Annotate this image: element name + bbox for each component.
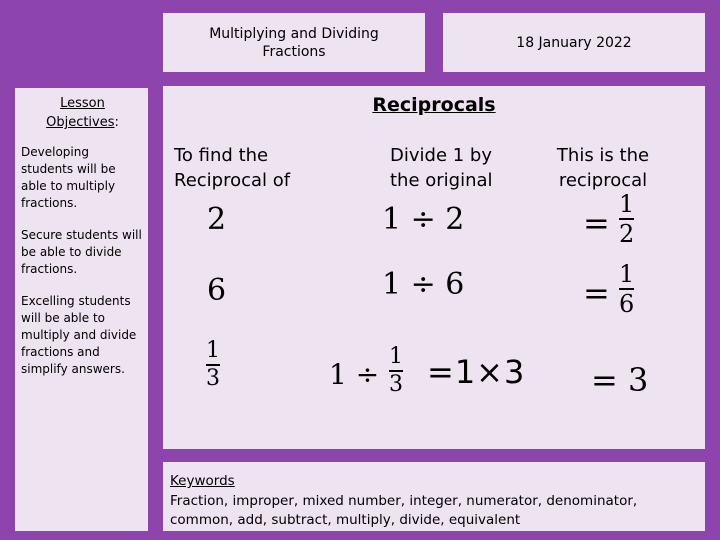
row3-division-denominator: 3 [389,372,403,397]
column-header-original-line2: Reciprocal of [174,170,291,191]
row3-division-prefix: 1 ÷ [329,358,380,391]
column-header-divide-line1: Divide 1 by [390,145,492,166]
row2-result-equals: = [583,274,610,312]
lesson-title-line2: Fractions [262,43,326,60]
keywords-title: Keywords [170,473,235,489]
column-header-reciprocal [543,143,663,193]
row3-value-fraction [206,338,220,392]
keywords-list: Fraction, improper, mixed number, integer, numerator, denominator, common, add, subtract, multiply, divide, equivalent [170,492,638,528]
row1-result-numerator: 1 [619,190,635,218]
row3-equals-expression: =1×3 [427,353,526,391]
date-box [443,13,705,72]
column-header-divide-line2: the original [390,170,493,191]
objectives-title: Lesson Objectives: [21,94,144,132]
reciprocals-heading: Reciprocals [372,94,496,116]
objective-excelling: Excelling students will be able to multiply and divide fractions and simplify answers. [21,294,137,376]
reciprocals-panel [163,86,705,449]
lesson-date: 18 January 2022 [516,34,632,51]
column-header-reciprocal-line1: This is the [556,145,650,166]
objectives-panel [15,88,148,531]
column-header-original-line1: To find the [174,145,269,166]
lesson-title-box [163,13,425,72]
row2-value: 6 [207,273,227,308]
column-header-divide [390,143,493,193]
objective-developing: Developing students will be able to multiply fractions. [21,145,116,210]
column-header-original [174,143,290,193]
row3-value-numerator: 1 [206,338,220,363]
row2-division: 1 ÷ 6 [382,267,465,302]
objective-secure: Secure students will be able to divide fractions. [21,228,142,276]
row3-value-denominator: 3 [206,366,220,391]
lesson-title-line1: Multiplying and Dividing [209,25,379,42]
objectives-title-line1: Lesson [60,96,105,111]
row1-division: 1 ÷ 2 [382,202,465,237]
row2-result-fraction [619,260,634,318]
row1-result-fraction [619,190,634,248]
row3-division-numerator: 1 [389,344,403,369]
row3-division-fraction [389,344,403,398]
row1-value: 2 [207,202,227,237]
row1-result-denominator: 2 [619,220,635,248]
column-header-reciprocal-line2: reciprocal [558,170,648,191]
row2-result-numerator: 1 [619,260,635,288]
row2-result-denominator: 6 [619,290,635,318]
row1-result-equals: = [583,204,610,242]
keywords-panel [163,462,705,531]
objectives-title-line2: Objectives [46,115,115,130]
row3-result: = 3 [591,361,649,399]
